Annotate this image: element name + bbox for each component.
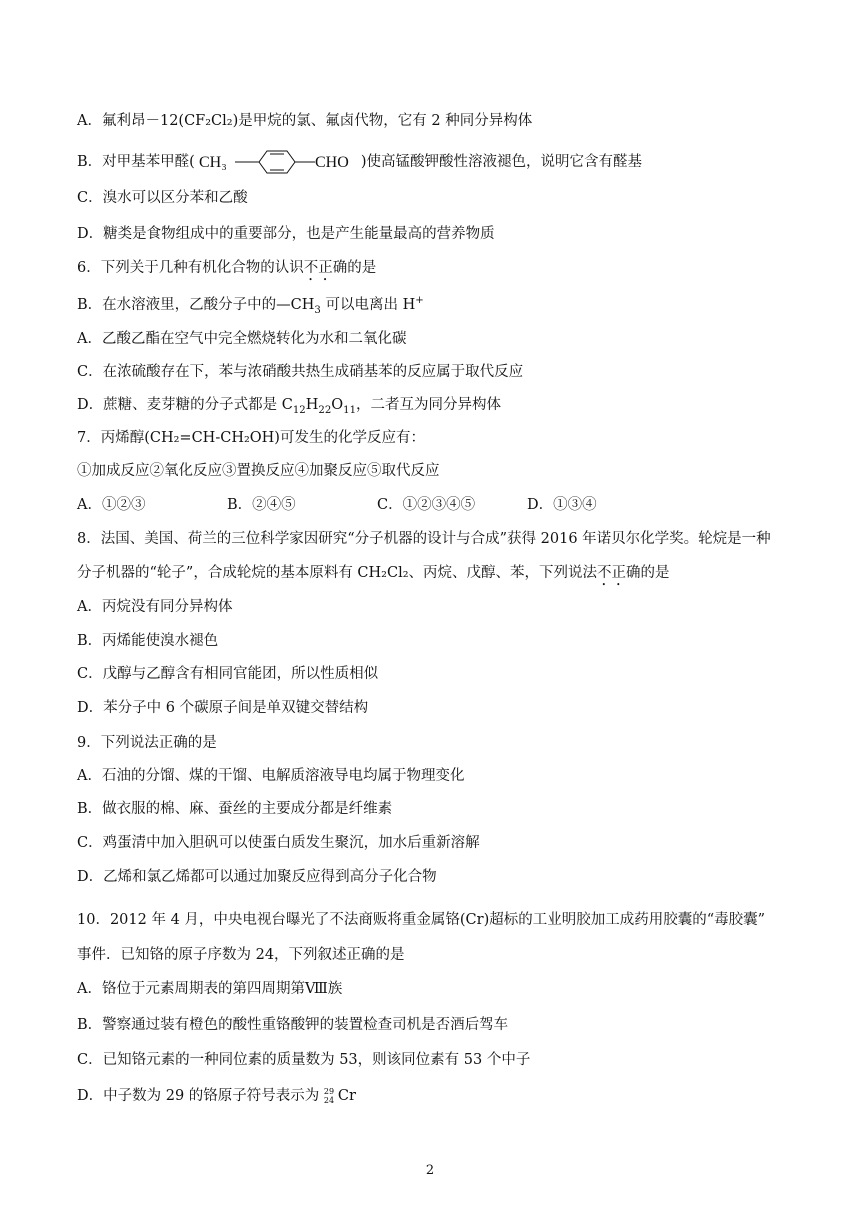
q7-option-b: B．②④⑤ <box>227 497 296 513</box>
text-line: A．石油的分馏、煤的干馏、电解质溶液导电均属于物理变化 <box>77 768 465 784</box>
q7-option-d: D．①③④ <box>527 497 597 513</box>
text-line: 7．丙烯醇(CH₂=CH-CH₂OH)可发生的化学反应有： <box>77 430 425 446</box>
q6-emphasis: 不正 <box>303 260 333 276</box>
q6b-before: B．在水溶液里，乙酸分子中的—CH <box>77 297 315 313</box>
text-line: D．糖类是食物组成中的重要部分，也是产生能量最高的营养物质 <box>77 226 495 242</box>
text-line: A．乙酸乙酯在空气中完全燃烧转化为水和二氧化碳 <box>77 331 407 347</box>
q8-emphasis: 不正 <box>597 565 627 581</box>
q6-option-b <box>77 295 424 315</box>
q6-stem <box>77 258 376 284</box>
text-line: 9．下列说法正确的是 <box>77 735 217 751</box>
text-line: A．丙烷没有同分异构体 <box>77 599 233 615</box>
q6d-sub3: 11 <box>343 404 357 416</box>
q6d-sub1: 12 <box>292 404 306 416</box>
text-line: B．做衣服的棉、麻、蚕丝的主要成分都是纤维素 <box>77 801 393 817</box>
struct-right-group: CHO <box>314 154 349 171</box>
q6b-sub: 3 <box>314 304 321 316</box>
text-line: ①加成反应②氧化反应③置换反应④加聚反应⑤取代反应 <box>77 463 440 479</box>
q6-option-d <box>77 395 501 415</box>
text-line: C．溴水可以区分苯和乙酸 <box>77 190 248 206</box>
text-line: C．鸡蛋清中加入胆矾可以使蛋白质发生聚沉，加水后重新溶解 <box>77 835 480 851</box>
nuclide-atomic: 24 <box>323 1096 335 1105</box>
text-line: D．苯分子中 6 个碳原子间是单双键交替结构 <box>77 700 369 716</box>
text-line: A．氟利昂－12(CF₂Cl₂)是甲烷的氯、氟卤代物，它有 2 种同分异构体 <box>77 113 533 129</box>
text-line: D．乙烯和氯乙烯都可以通过加聚反应得到高分子化合物 <box>77 869 437 885</box>
q5-option-b <box>77 150 642 174</box>
q8-stem-line2 <box>77 563 670 589</box>
q6d-o: O <box>331 397 344 413</box>
text-line: 8．法国、美国、荷兰的三位科学家因研究“分子机器的设计与合成”获得 2016 年诺贝尔化学奖。轮烷是一种 <box>77 531 771 547</box>
nuclide-mass: 29 <box>323 1087 335 1096</box>
q5b-after: )使高锰酸钾酸性溶液褪色，说明它含有醛基 <box>360 154 642 170</box>
nuclide-notation <box>324 1086 338 1106</box>
q7-option-a: A．①②③ <box>77 497 146 513</box>
q7-option-c: C．①②③④⑤ <box>377 497 476 513</box>
q8-after: 确的是 <box>626 565 670 581</box>
q6d-h: H <box>305 397 319 413</box>
text-line: 事件．已知铬的原子序数为 24，下列叙述正确的是 <box>77 947 405 963</box>
q6d-sub2: 22 <box>318 404 332 416</box>
struct-left-group: CH₃ <box>198 154 227 171</box>
p-tolualdehyde-structure <box>197 150 359 174</box>
nuclide-symbol: Cr <box>337 1088 356 1104</box>
q6d-before: D．蔗糖、麦芽糖的分子式都是 C <box>77 397 293 413</box>
text-line: C．在浓硫酸存在下，苯与浓硝酸共热生成硝基苯的反应属于取代反应 <box>77 364 524 380</box>
text-line: B．丙烯能使溴水褪色 <box>77 633 219 649</box>
q5b-before: B．对甲基苯甲醛( <box>77 154 195 170</box>
page-number: 2 <box>425 1163 435 1178</box>
text-line: A．铬位于元素周期表的第四周期第Ⅷ族 <box>77 981 343 997</box>
q10-option-d <box>77 1086 356 1106</box>
text-line: 10．2012 年 4 月，中央电视台曝光了不法商贩将重金属铬(Cr)超标的工业明胶加工成药用胶囊的“毒胶囊” <box>77 912 766 928</box>
q6b-middle: 可以电离出 H <box>320 297 416 313</box>
q6d-after: ，二者互为同分异构体 <box>356 397 502 413</box>
text-line: C．戊醇与乙醇含有相同官能团，所以性质相似 <box>77 666 379 682</box>
text-line: C．已知铬元素的一种同位素的质量数为 53，则该同位素有 53 个中子 <box>77 1052 531 1068</box>
q8-before: 分子机器的“轮子”，合成轮烷的基本原料有 CH₂Cl₂、丙烷、戊醇、苯，下列说法 <box>77 565 598 581</box>
q10d-before: D．中子数为 29 的铬原子符号表示为 <box>77 1088 324 1104</box>
text-line: B．警察通过装有橙色的酸性重铬酸钾的装置检查司机是否酒后驾车 <box>77 1017 509 1033</box>
q6-stem-after: 确的是 <box>332 260 377 276</box>
q6-stem-before: 6．下列关于几种有机化合物的认识 <box>77 260 304 276</box>
q6b-sup: + <box>415 295 424 307</box>
